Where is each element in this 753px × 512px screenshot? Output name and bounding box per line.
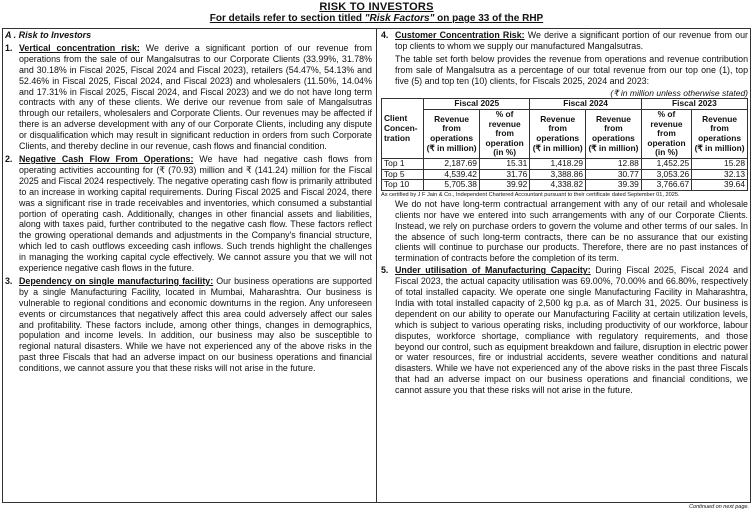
section-title: A . Risk to Investors	[5, 30, 92, 40]
subtitle-suffix: on page 33 of the RHP	[434, 13, 544, 24]
column-divider	[376, 28, 377, 503]
table-cell: 31.76	[479, 169, 529, 180]
table-cell: 2,187.69	[424, 159, 480, 170]
risk-item-3	[5, 276, 372, 374]
risk-item-5	[381, 265, 748, 396]
table-cell: 39.64	[692, 180, 748, 191]
table-cell: 4,338.82	[530, 180, 586, 191]
risk-item-body	[19, 43, 372, 152]
table-cell: 1,452.25	[641, 159, 691, 170]
table-cell: 3,766.67	[641, 180, 691, 191]
page-title: RISK TO INVESTORS	[319, 1, 434, 13]
risk-item-text: Our business operations are supported by a single Manufacturing Facility, located in Mumbai, Maharashtra. Our business is vulnerable to regional conditions and economic downturns in the region. Any unforeseen events or circumstances that negatively affect this area could adversely affect our sales and profitability. These factors include, among other things, changes in demographics, population and income levels. In addition, our business may also be susceptible to regional natural disasters. While we have not experienced any of the above risks in the past three Fiscals that had an adverse impact on our business operations and financial conditions, we cannot assure you that these risks will not arise in the future.	[19, 275, 372, 374]
subtitle-prefix: For details refer to section titled	[209, 13, 365, 24]
table-subheader: Revenue from operations (₹ in million)	[692, 110, 748, 159]
table-cell: 39.39	[586, 180, 642, 191]
table-cell: 3,388.86	[530, 169, 586, 180]
risk-item-1	[5, 43, 372, 152]
risk-item-heading: Negative Cash Flow From Operations:	[19, 153, 194, 164]
table-intro: The table set forth below provides the revenue from operations and revenue contribution from sale of Mangalsutra as a percentage of our total revenue from our top one (1), top five (5) and top ten (10) clients, for Fiscals 2025, 2024 and 2023:	[395, 53, 748, 86]
continued-note: Continued on next page.	[689, 504, 749, 510]
risk-item-number: 5.	[381, 265, 389, 276]
table-subheader: Revenue from operations (₹ in million)	[586, 110, 642, 159]
table-subheader: Revenue from operations (₹ in million)	[424, 110, 480, 159]
table-row	[382, 159, 748, 170]
subtitle-reference: "Risk Factors"	[364, 13, 435, 24]
table-corner-header: Client Concen-tration	[382, 99, 424, 159]
table-cell: 12.88	[586, 159, 642, 170]
table-year-header: Fiscal 2025	[424, 99, 530, 110]
risk-item-text: During Fiscal 2025, Fiscal 2024 and Fiscal 2023, the actual capacity utilisation was 69.00%, 70.00% and 66.80%, respectively of total installed capacity. We operate one single Manufacturing Facility in Maharashtra, India with total installed capacity of 2,500 kg p.a. as of March 31, 2025. Our business is dependent on our ability to operate our Manufacturing Facility at certain utilization levels, which is subject to various operating risks, including productivity of our workforce, labour disputes, workforce shortage, compliance with regulatory requirements, and those beyond our control, such as equipment breakdown and failure, disruption in electric power or water resources, fire or industrial accidents, severe weather conditions and natural disasters. While we have not experienced any of the above risks in the past three Fiscals that had an adverse impact on our business operations and financial conditions, we cannot assure you that these risks will not arise in the future.	[395, 265, 748, 396]
table-cell: 3,053.26	[641, 169, 691, 180]
table-subheader: % of revenue from operation (in %)	[641, 110, 691, 159]
certification-note: As certified by J F Jain & Co., Independent Chartered Accountant pursuant to their certificate dated September 01, 2025.	[381, 191, 680, 198]
table-row	[382, 180, 748, 191]
right-column	[381, 30, 748, 398]
row-label: Top 10	[382, 180, 424, 191]
table-subheader: % of revenue from operation (in %)	[479, 110, 529, 159]
table-cell: 15.31	[479, 159, 529, 170]
risk-item-number: 2.	[5, 153, 13, 164]
table-cell: 32.13	[692, 169, 748, 180]
table-unit-note: (₹ in million unless otherwise stated)	[610, 87, 748, 98]
table-cell: 1,418.29	[530, 159, 586, 170]
table-cell: 30.77	[586, 169, 642, 180]
risk-item-number: 3.	[5, 275, 13, 286]
after-table-text: We do not have long-term contractual arrangement with any of our retail and wholesale clients nor have we entered into such arrangements with any of our Corporate Clients. Instead, we rely on purchase orders to govern the volume and other terms of our sales. In the absence of such long-term contracts, there can be no assurance that our existing clients will continue to purchase our products. Therefore, there are no past instances of termination of contracts before the completion of its term.	[395, 198, 748, 264]
risk-item-body	[395, 30, 748, 52]
page-subtitle	[0, 13, 753, 25]
table-year-header: Fiscal 2024	[530, 99, 642, 110]
risk-item-body	[19, 154, 372, 274]
table-cell: 39.92	[479, 180, 529, 191]
risk-item-number: 4.	[381, 30, 389, 40]
table-subheader: Revenue from operations (₹ in million)	[530, 110, 586, 159]
table-cell: 15.28	[692, 159, 748, 170]
table-row	[382, 169, 748, 180]
risk-item-heading: Dependency on single manufacturing facility:	[19, 275, 214, 286]
risk-item-heading: Under utilisation of Manufacturing Capacity:	[395, 265, 591, 276]
risk-item-body	[19, 276, 372, 374]
risk-item-heading: Customer Concentration Risk:	[395, 30, 525, 40]
page-header	[0, 0, 753, 25]
row-label: Top 1	[382, 159, 424, 170]
client-concentration-table	[381, 98, 748, 190]
risk-item-text: We derive a significant portion of our revenue from our top clients to whom we supply our manufactured Mangalsutras.	[395, 30, 748, 51]
left-column	[5, 30, 372, 376]
table-cell: 4,539.42	[424, 169, 480, 180]
risk-item-2	[5, 154, 372, 274]
table-year-header: Fiscal 2023	[641, 99, 747, 110]
risk-item-4	[381, 30, 748, 52]
risk-item-body	[395, 265, 748, 396]
risk-item-text: We derive a significant portion of our revenue from operations from the sale of our Mangalsutras to our Corporate Clients (33.99%, 31.78% and 30.18% in Fiscal 2025, Fiscal 2024 and Fiscal 2023), retailers (54.47%, 54.13% and 52.46% in Fiscal 2025, Fiscal 2024, and Fiscal 2023) and wholesalers (11.50%, 14.04% and 17.31% in Fiscal 2025, Fiscal 2024, and Fiscal 2023) and we do not have long term contracts with any of these clients. We derive our revenue from sale of Mangalsutras through our retailers, wholesalers and Corporate Clients. Our revenues may be affected if there is an adverse development with any of our Corporate Clients, including any dispute or disqualification which may result in significant reduction in orders from such Corporate Clients, and thereby decline in our revenue, cash flows and financial condition.	[19, 42, 373, 152]
risk-item-heading: Vertical concentration risk:	[19, 42, 140, 53]
table-cell: 5,705.38	[424, 180, 480, 191]
risk-item-number: 1.	[5, 42, 13, 53]
risk-item-text: We have had negative cash flows from operating activities accounting for (₹ (70.93) million and ₹ (141.24) million for the Fiscal 2025 and Fiscal 2024 respectively. The negative operating cash flow is primarily attributed to an increase in working capital requirements. During Fiscal 2025 and Fiscal 2024, there was a significant rise in trade receivables and inventories, which consumed a substantial portion of operating cash. Additionally, changes in other financial assets and liabilities, along with taxes paid, further contributed to the negative cash flow. These factors reflect the growing operational demands and adjustments in the Company's financial structure, which led to cash outflows exceeding cash inflows. Such trends highlight the challenges in managing the working capital cycle effectively. We cannot assure you that we will not experience negative cash flows in the future.	[19, 153, 372, 274]
row-label: Top 5	[382, 169, 424, 180]
